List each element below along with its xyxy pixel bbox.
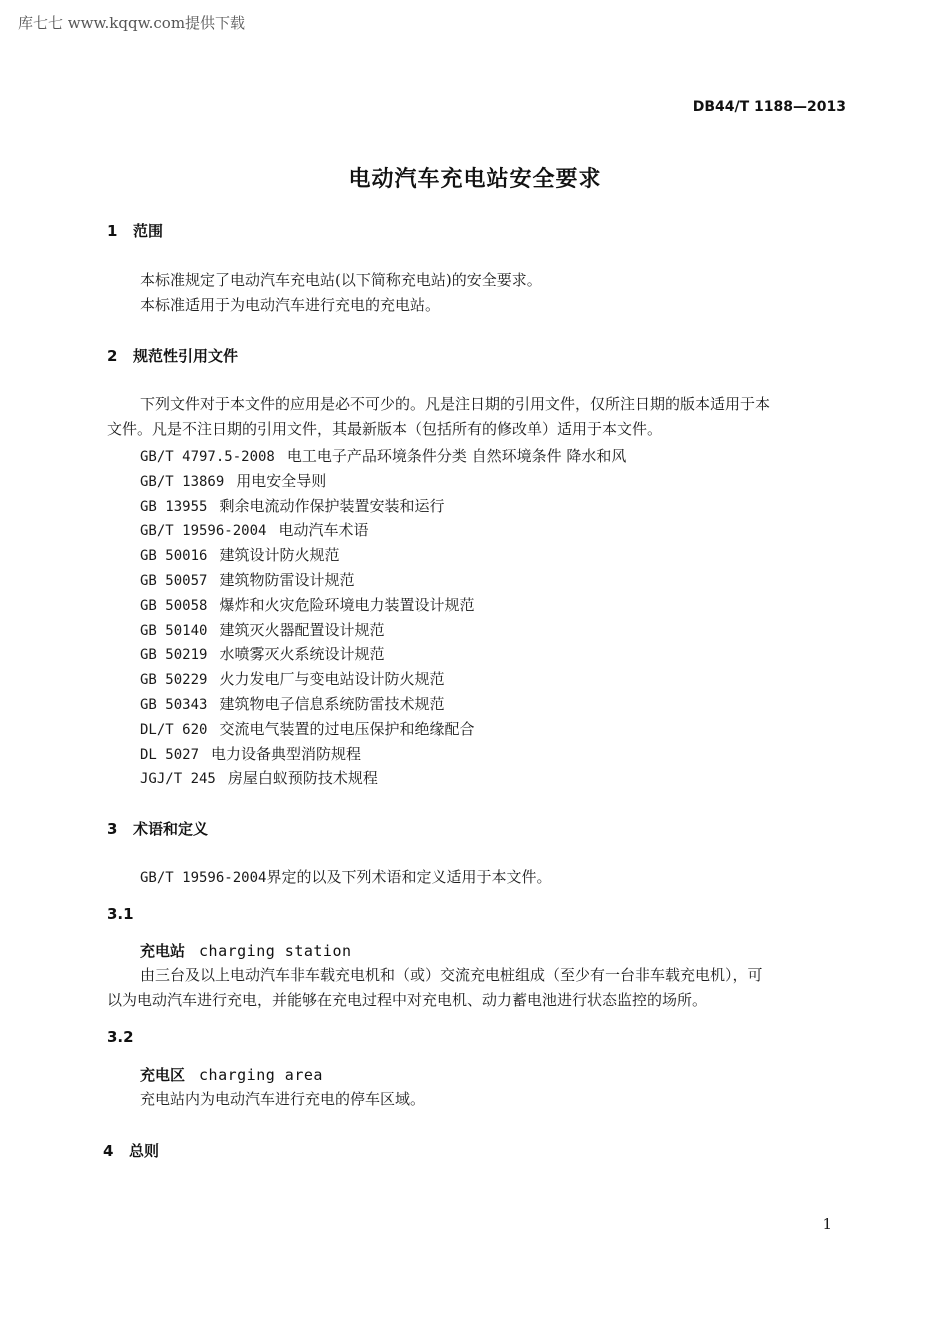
reference-list	[140, 444, 626, 791]
reference-name: 建筑灭火器配置设计规范	[219, 620, 385, 639]
term-chinese: 充电区	[140, 1066, 186, 1084]
reference-code: GB/T 13869	[140, 473, 225, 490]
term-entry-3-2	[140, 1064, 323, 1085]
reference-item	[140, 618, 626, 643]
reference-name: 水喷雾灭火系统设计规范	[219, 645, 385, 664]
reference-code: GB 50140	[140, 622, 208, 639]
term-english: charging station	[199, 942, 352, 960]
section-heading-terms	[107, 818, 208, 839]
reference-item	[140, 518, 626, 543]
reference-item	[140, 444, 626, 469]
term-definition-3-1-line-2: 以为电动汽车进行充电，并能够在充电过程中对充电机、动力蓄电池进行状态监控的场所。	[107, 991, 708, 1009]
section-number: 2	[107, 347, 118, 365]
section-heading-scope	[107, 220, 163, 241]
reference-code: GB 50058	[140, 597, 208, 614]
terms-intro-text: 界定的以及下列术语和定义适用于本文件。	[266, 868, 552, 886]
reference-name: 火力发电厂与变电站设计防火规范	[219, 670, 445, 689]
reference-name: 电工电子产品环境条件分类 自然环境条件 降水和风	[286, 447, 627, 465]
reference-name: 爆炸和火灾危险环境电力装置设计规范	[219, 595, 475, 614]
normative-intro-line-1: 下列文件对于本文件的应用是必不可少的。凡是注日期的引用文件，仅所注日期的版本适用于本	[140, 395, 771, 413]
section-heading-general	[103, 1140, 159, 1161]
reference-item	[140, 717, 626, 742]
reference-item	[140, 692, 626, 717]
terms-intro-code: GB/T 19596-2004	[140, 870, 267, 886]
reference-name: 用电安全导则	[236, 471, 327, 490]
normative-intro-line-2: 文件。凡是不注日期的引用文件，其最新版本（包括所有的修改单）适用于本文件。	[107, 420, 663, 438]
reference-item	[140, 667, 626, 692]
standard-code: DB44/T 1188—2013	[692, 99, 846, 115]
reference-code: GB/T 4797.5-2008	[140, 449, 275, 465]
term-chinese: 充电站	[140, 942, 186, 960]
scope-paragraph-1: 本标准规定了电动汽车充电站(以下简称充电站)的安全要求。	[140, 271, 542, 289]
scope-paragraph-2: 本标准适用于为电动汽车进行充电的充电站。	[140, 296, 441, 314]
reference-name: 房屋白蚁预防技术规程	[227, 769, 378, 788]
reference-item	[140, 469, 626, 494]
term-number-3-1: 3.1	[107, 905, 134, 923]
reference-item	[140, 494, 626, 519]
reference-item	[140, 568, 626, 593]
reference-name: 建筑物防雷设计规范	[219, 570, 355, 589]
reference-name: 电动汽车术语	[278, 521, 369, 540]
reference-name: 交流电气装置的过电压保护和绝缘配合	[219, 719, 475, 738]
watermark-text: 库七七 www.kqqw.com提供下载	[18, 14, 246, 32]
reference-code: DL 5027	[140, 746, 200, 763]
reference-item	[140, 543, 626, 568]
section-title: 规范性引用文件	[133, 347, 239, 365]
reference-name: 剩余电流动作保护装置安装和运行	[219, 496, 445, 515]
section-number: 4	[103, 1142, 114, 1160]
section-number: 1	[107, 222, 118, 240]
reference-name: 电力设备典型消防规程	[211, 744, 362, 763]
reference-item	[140, 642, 626, 667]
term-english: charging area	[199, 1066, 323, 1084]
section-title: 总则	[129, 1142, 160, 1160]
reference-name: 建筑物电子信息系统防雷技术规范	[219, 694, 445, 713]
section-heading-normative	[107, 345, 238, 366]
reference-code: GB 50229	[140, 672, 208, 689]
reference-code: DL/T 620	[140, 721, 208, 738]
reference-code: GB 50219	[140, 647, 208, 664]
section-title: 术语和定义	[133, 820, 209, 838]
reference-code: GB 50343	[140, 696, 208, 713]
reference-item	[140, 742, 626, 767]
reference-name: 建筑设计防火规范	[219, 546, 340, 565]
page-number: 1	[822, 1215, 832, 1233]
reference-code: GB 50016	[140, 548, 208, 565]
document-title: 电动汽车充电站安全要求	[348, 167, 602, 192]
reference-code: GB 13955	[140, 498, 208, 515]
term-definition-3-1-line-1: 由三台及以上电动汽车非车载充电机和（或）交流充电桩组成（至少有一台非车载充电机），可	[140, 966, 763, 984]
reference-item	[140, 593, 626, 618]
section-number: 3	[107, 820, 118, 838]
section-title: 范围	[133, 222, 164, 240]
term-entry-3-1	[140, 940, 352, 961]
term-definition-3-2-line-1: 充电站内为电动汽车进行充电的停车区域。	[140, 1090, 426, 1108]
reference-item	[140, 766, 626, 791]
reference-code: GB/T 19596-2004	[140, 523, 267, 540]
term-number-3-2: 3.2	[107, 1028, 134, 1046]
reference-code: JGJ/T 245	[140, 771, 216, 788]
reference-code: GB 50057	[140, 572, 208, 589]
terms-intro	[140, 865, 551, 891]
